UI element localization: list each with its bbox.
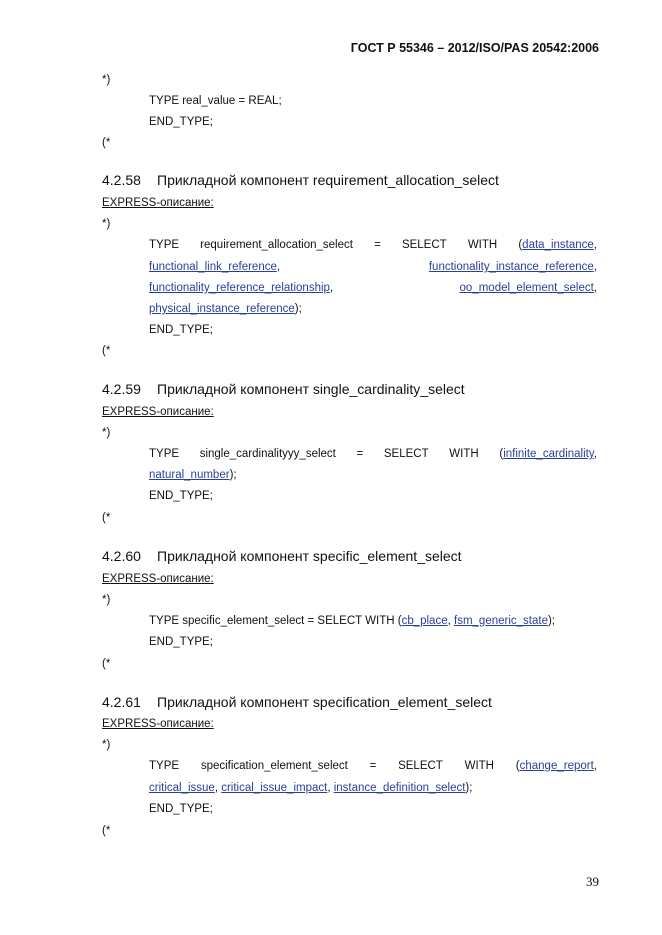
type-link[interactable]: functionality_reference_relationship <box>149 282 330 294</box>
select-list-line: physical_instance_reference); <box>149 303 302 315</box>
comment-close: *) <box>102 594 111 606</box>
keyword-with: WITH <box>449 448 479 460</box>
type-declaration <box>149 448 597 460</box>
type-declaration: TYPE specific_element_select = SELECT WITH (cb_place, fsm_generic_state); <box>149 615 555 627</box>
keyword-type: TYPE <box>149 239 180 251</box>
select-item: (infinite_cardinality, <box>499 448 597 460</box>
equals: = <box>369 760 377 772</box>
select-item: (change_report, <box>515 760 597 772</box>
end-type: END_TYPE; <box>149 803 213 815</box>
express-label: EXPRESS-описание: <box>102 406 214 418</box>
keyword-select: SELECT <box>383 448 429 460</box>
keyword-select: SELECT <box>401 239 447 251</box>
express-label: EXPRESS-описание: <box>102 573 214 585</box>
comment-open: (* <box>102 345 111 357</box>
type-link[interactable]: critical_issue <box>149 782 215 794</box>
select-list-line: natural_number); <box>149 469 237 481</box>
section-number: 4.2.61 <box>102 694 141 710</box>
section-heading <box>102 548 462 564</box>
comment-close: *) <box>102 74 111 86</box>
type-link[interactable]: oo_model_element_select <box>459 282 594 294</box>
comment-open: (* <box>102 658 111 670</box>
comment-open: (* <box>102 825 111 837</box>
type-link[interactable]: data_instance <box>522 239 594 251</box>
section-heading <box>102 694 492 710</box>
select-item: oo_model_element_select, <box>459 282 597 294</box>
comment-open: (* <box>102 137 111 149</box>
type-link[interactable]: functionality_instance_reference <box>428 261 594 273</box>
end-type: END_TYPE; <box>149 636 213 648</box>
end-type: END_TYPE; <box>149 324 213 336</box>
comment-close: *) <box>102 739 111 751</box>
section-heading <box>102 172 499 188</box>
type-link[interactable]: cb_place <box>401 615 448 627</box>
section-title: Прикладной компонент specific_element_select <box>157 548 462 564</box>
type-link[interactable]: change_report <box>519 760 594 772</box>
select-item: functionality_reference_relationship, <box>149 282 334 294</box>
select-list-line <box>149 261 597 273</box>
comment-open: (* <box>102 512 111 524</box>
section-number: 4.2.58 <box>102 172 141 188</box>
keyword-type: TYPE <box>149 448 180 460</box>
select-list-line: critical_issue, critical_issue_impact, instance_definition_select); <box>149 782 473 794</box>
section-heading <box>102 381 465 397</box>
type-link[interactable]: critical_issue_impact <box>221 782 328 794</box>
type-link[interactable]: functional_link_reference <box>149 261 277 273</box>
express-label: EXPRESS-описание: <box>102 197 214 209</box>
type-name: single_cardinalityyy_select <box>199 448 336 460</box>
select-list-line <box>149 282 597 294</box>
section-number: 4.2.59 <box>102 381 141 397</box>
keyword-select: SELECT <box>398 760 443 772</box>
end-type: END_TYPE; <box>149 116 213 128</box>
section-number: 4.2.60 <box>102 548 141 564</box>
equals: = <box>356 448 364 460</box>
comment-close: *) <box>102 218 111 230</box>
keyword-type: TYPE <box>149 760 180 772</box>
equals: = <box>374 239 381 251</box>
keyword-with: WITH <box>467 239 498 251</box>
select-item: functionality_instance_reference, <box>428 261 597 273</box>
section-title: Прикладной компонент specification_element_select <box>157 694 492 710</box>
end-type: END_TYPE; <box>149 490 213 502</box>
select-item: functional_link_reference, <box>149 261 281 273</box>
type-declaration <box>149 239 597 251</box>
type-link[interactable]: physical_instance_reference <box>149 303 295 315</box>
type-name: requirement_allocation_select <box>200 239 353 251</box>
type-link[interactable]: natural_number <box>149 469 230 481</box>
keyword-with: WITH <box>464 760 494 772</box>
type-link[interactable]: infinite_cardinality <box>503 448 594 460</box>
express-label: EXPRESS-описание: <box>102 718 214 730</box>
section-title: Прикладной компонент requirement_allocation_select <box>157 172 499 188</box>
type-link[interactable]: instance_definition_select <box>333 782 466 794</box>
section-title: Прикладной компонент single_cardinality_select <box>157 381 465 397</box>
comment-close: *) <box>102 427 111 439</box>
type-declaration: TYPE real_value = REAL; <box>149 95 282 107</box>
select-item: (data_instance, <box>518 239 597 251</box>
type-link[interactable]: fsm_generic_state <box>454 615 548 627</box>
type-declaration <box>149 760 597 772</box>
type-name: specification_element_select <box>200 760 348 772</box>
page-number: 39 <box>586 874 599 889</box>
document-header: ГОСТ Р 55346 – 2012/ISO/PAS 20542:2006 <box>350 41 599 55</box>
